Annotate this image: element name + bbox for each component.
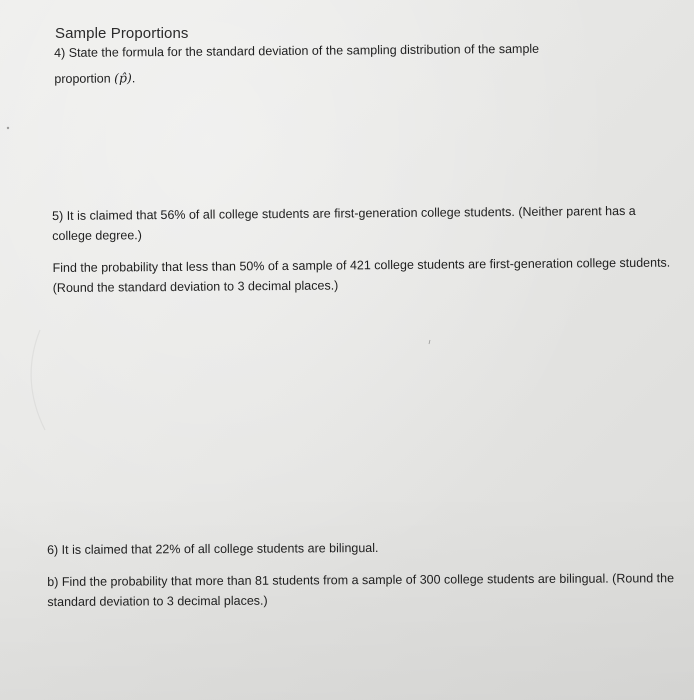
question-6 <box>47 536 677 612</box>
question-6-part-b: b) Find the probability that more than 81 students from a sample of 300 college students are bilingual. (Round the standard deviation to 3 decimal places.) <box>47 571 675 609</box>
question-5-task: Find the probability that less than 50% of a sample of 421 college students are first-generation college students. (Round the standard deviation to 3 decimal places.) <box>52 255 671 295</box>
question-5 <box>52 201 673 298</box>
p-hat-symbol: (p̂) <box>114 70 132 86</box>
question-5-claim: 5) It is claimed that 56% of all college students are first-generation college students. (Neither parent has a college degree.) <box>52 203 636 243</box>
question-4-line1: 4) State the formula for the standard deviation of the sampling distribution of the sample <box>54 41 540 60</box>
question-4-prefix: proportion <box>54 71 111 86</box>
question-4-suffix: . <box>131 71 136 86</box>
question-4 <box>54 35 654 92</box>
question-6-claim: 6) It is claimed that 22% of all college students are bilingual. <box>47 540 379 557</box>
page-title: Sample Proportions <box>55 25 189 42</box>
question-4-line2 <box>54 61 654 92</box>
